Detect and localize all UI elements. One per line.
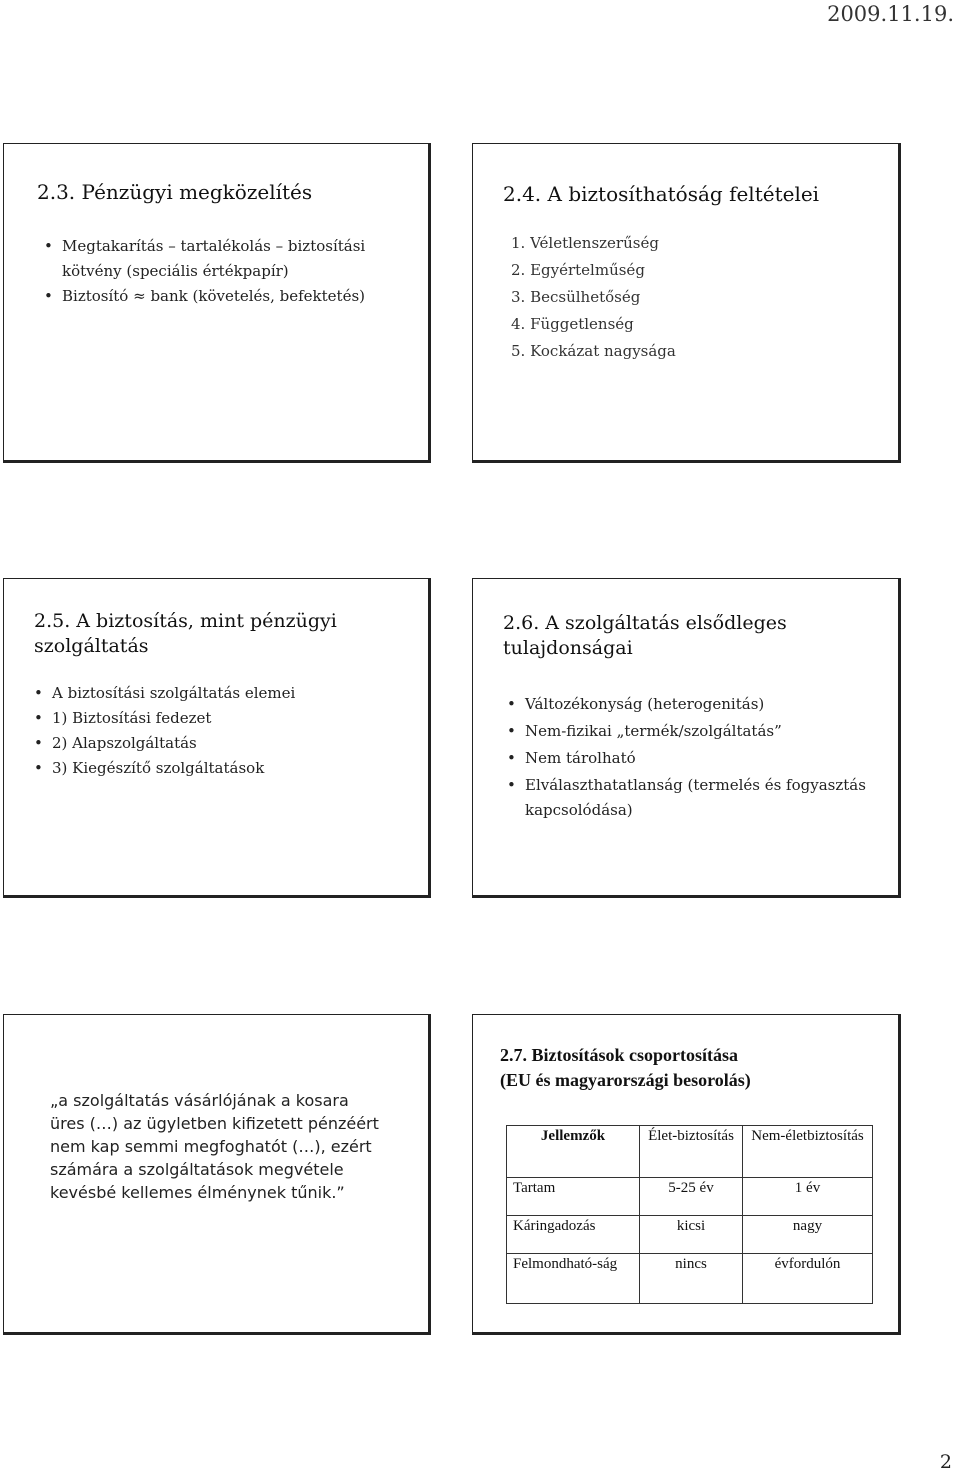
table-header-cell: Nem-életbiztosítás: [743, 1126, 873, 1178]
sub-list: [32, 706, 264, 781]
bullet-item: • Változékonyság (heterogenitás): [505, 692, 875, 717]
sub-item: • 1) Biztosítási fedezet: [32, 706, 264, 731]
bullet-item: • Nem-fizikai „termék/szolgáltatás”: [505, 719, 875, 744]
numbered-list: [511, 230, 676, 365]
sub-item: • 2) Alapszolgáltatás: [32, 731, 264, 756]
list-item: 4. Függetlenség: [511, 315, 634, 333]
table-row: [507, 1178, 873, 1216]
page-date: 2009.11.19.: [827, 2, 954, 26]
title-line: 2.6. A szolgáltatás elsődleges: [503, 612, 787, 634]
slide-title: 2.3. Pénzügyi megközelítés: [37, 180, 313, 204]
title-line: (EU és magyarországi besorolás): [500, 1070, 751, 1090]
table-cell: Káringadozás: [507, 1216, 640, 1254]
bullet-item: • Nem tárolható: [505, 746, 875, 771]
bullet-item: • Elválaszthatatlanság (termelés és fogyasztás kapcsolódása): [505, 773, 875, 823]
table-cell: nagy: [743, 1216, 873, 1254]
table-cell: Felmondható-ság: [507, 1254, 640, 1304]
list-item: 5. Kockázat nagysága: [511, 342, 676, 360]
bullet-list: [42, 234, 372, 309]
slide-title: [34, 609, 337, 659]
table-cell: 5-25 év: [640, 1178, 743, 1216]
table-cell: évfordulón: [743, 1254, 873, 1304]
table-cell: nincs: [640, 1254, 743, 1304]
table-cell: 1 év: [743, 1178, 873, 1216]
slide-title: [503, 611, 787, 661]
bullet-list: [505, 692, 875, 823]
title-line: tulajdonságai: [503, 637, 633, 659]
table-row: [507, 1254, 873, 1304]
bullet-item: • Biztosító ≈ bank (követelés, befektetés): [42, 284, 372, 309]
slide-2-5: [3, 578, 431, 898]
bullet-list: [32, 681, 392, 706]
title-line: szolgáltatás: [34, 635, 149, 657]
bullet-item: • A biztosítási szolgáltatás elemei: [32, 681, 392, 706]
title-line: 2.7. Biztosítások csoportosítása: [500, 1045, 738, 1065]
page-number: 2: [939, 1451, 952, 1473]
slide-title: [500, 1043, 751, 1093]
table-header-cell: Élet-biztosítás: [640, 1126, 743, 1178]
slide-title: 2.4. A biztosíthatóság feltételei: [503, 182, 820, 206]
slide-2-6: [472, 578, 901, 898]
list-item: 3. Becsülhetőség: [511, 288, 641, 306]
table-row: [507, 1216, 873, 1254]
list-item: 2. Egyértelműség: [511, 261, 645, 279]
table-cell: Tartam: [507, 1178, 640, 1216]
slide-2-4: [472, 143, 901, 463]
list-item: 1. Véletlenszerűség: [511, 234, 659, 252]
classification-table: [506, 1125, 873, 1304]
sub-item: • 3) Kiegészítő szolgáltatások: [32, 756, 264, 781]
table-header-cell: Jellemzők: [507, 1126, 640, 1178]
table-cell: kicsi: [640, 1216, 743, 1254]
quote-text: „a szolgáltatás vásárlójának a kosara üres (…) az ügyletben kifizetett pénzéért nem kap semmi megfoghatót (…), ezért számára a szolgáltatások megvétele kevésbé kellemes élménynek tűnik.”: [50, 1091, 379, 1202]
slide-2-3: [3, 143, 431, 463]
slide-2-7: [472, 1014, 901, 1335]
slide-quote: [3, 1014, 431, 1335]
bullet-item: • Megtakarítás – tartalékolás – biztosítási kötvény (speciális értékpapír): [42, 234, 372, 284]
title-line: 2.5. A biztosítás, mint pénzügyi: [34, 610, 337, 632]
table-header-row: [507, 1126, 873, 1178]
